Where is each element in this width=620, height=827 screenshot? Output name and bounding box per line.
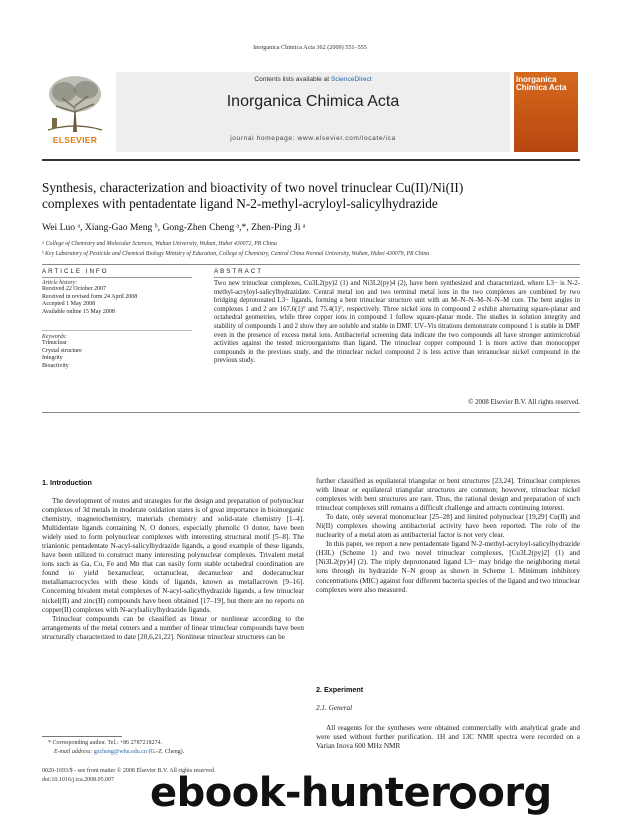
abstract-copyright: © 2008 Elsevier B.V. All rights reserved. xyxy=(468,399,580,406)
article-title: Synthesis, characterization and bioactivity of two novel trinuclear Cu(II)/Ni(II) complexes with pentadentate ligand N-2-methyl-acryloyl-salicylhydrazide xyxy=(42,180,464,211)
contents-line: Contents lists available at ScienceDirect xyxy=(254,76,372,83)
issn-line: 0020-1693/$ - see front matter © 2008 Elsevier B.V. All rights reserved. xyxy=(42,768,216,774)
email-note: E-mail address: gzcheng@whu.edu.cn (G.-Z. Cheng). xyxy=(54,749,185,755)
abstract-text: Two new trinuclear complexes, Cu3L2(py)2 (1) and Ni3L2(py)4 (2), have been synthesized and characterized, where L3− is N-2-methyl-acryloyl-salicylhydrazidate. Central metal ion and two terminal metal ions in the two complexes are combined by two bridging deprotonated L3− ligands, forming a bent trinuclear structure unit with an M–N–N–M–N–N–M core. The bent angles in complexes 1 and 2 are 167.6(1)° and 75.4(1)°, respectively. Three nickel ions in compound 2 exhibit alternating square-planar and octahedral geometries, while three copper ions in compound 1 follow square-planar mode. The studies in solution integrity and stability of compounds 1 and 2 show they are soluble and stable in DMF. UV–Vis titrations demonstrate compound 1 is stable in DMF even in the presence of excess metal ions. Antibacterial screening data indicate the two compounds all have stronger antimicrobial activities against the tested microorganisms than ligand. The trinuclear copper compound 1 is more active than monocopper compounds in the previous study, and the trinuclear nickel compound 2 is less active than tetranuclear nickel compound in the previous study. xyxy=(214,280,580,365)
experiment-heading: 2. Experiment xyxy=(316,685,364,694)
abstract-heading: ABSTRACT xyxy=(214,268,264,275)
keywords-block: Keywords: Trinuclear Crystal structure Integrity Bioactivity xyxy=(42,334,82,369)
article-history: Article history: Received 22 October 2007 Received in revised form 24 April 2008 Accepted 1 May 2008 Available online 15 May 2008 xyxy=(42,280,138,315)
general-body: All reagents for the syntheses were obtained commercially with analytical grade and were used without further purification. 1H and 13C NMR spectra were recorded on a Varian Inova 600 MHz NMR xyxy=(316,724,580,751)
article-info-heading: ARTICLE INFO xyxy=(42,268,109,275)
corresponding-author-note: * Corresponding author. Tel.: +86 2787218274. xyxy=(48,740,163,746)
journal-name: Inorganica Chimica Acta xyxy=(226,93,400,110)
right-column-body: further classified as equilateral triangular or bent structures [23,24]. Trinuclear complexes with linear or equilateral triangular structures are common; however, trinuclear nickel complexes with bent structures are rare. Thus, the rational design and preparation of such trinuclear complexes still remains a difficult challenge and attracts continuing interest. To date, only several mononuclear [25–28] and limited polynuclear [19,29] Cu(II) and Ni(II) complexes showing antibacterial activity have been reported. The role of the nuclearity of a metal atom as antibacterial factor is not very clear. In this paper, we report a new pentadentate ligand N-2-methyl-acryloyl-salicylhydrazide (H3L) (Scheme 1) and two novel trinuclear complexes, [Cu3L2(py)2] (1) and [Ni3L2(py)4] (2). The triply deprotonated ligand L3− may bridge the neighboring metal ions through its hydrazide N–N group as shown in Scheme 1. Minimum inhibitory concentrations (MIC) against four different bacteria species of the ligand and two trinuclear complexes were also measured. xyxy=(316,477,580,594)
ebook-hunter-watermark: ebook-hunter org xyxy=(150,770,552,816)
header-divider xyxy=(42,264,580,265)
watermark-dot-icon xyxy=(450,783,476,809)
running-header: Inorganica Chimica Acta 362 (2009) 551–555 xyxy=(253,44,367,51)
footnote-rule xyxy=(42,736,122,737)
author-list: Wei Luo ᵃ, Xiang-Gao Meng ᵇ, Gong-Zhen Cheng ᵃ,*, Zhen-Ping Ji ᵃ xyxy=(42,222,306,233)
doi-line[interactable]: doi:10.1016/j.ica.2008.05.007 xyxy=(42,777,115,783)
article-info-rule xyxy=(42,277,192,278)
abstract-rule xyxy=(214,277,580,278)
sciencedirect-link[interactable]: ScienceDirect xyxy=(330,76,372,83)
keywords-rule xyxy=(42,330,192,331)
email-link[interactable]: gzcheng@whu.edu.cn xyxy=(93,749,147,755)
journal-cover-title: Inorganica Chimica Acta xyxy=(516,75,567,92)
affiliation-a: ᵃ College of Chemistry and Molecular Sciences, Wuhan University, Wuhan, Hubei 430072, PR China xyxy=(42,241,277,247)
general-heading: 2.1. General xyxy=(316,704,353,712)
introduction-heading: 1. Introduction xyxy=(42,478,92,487)
abstract-divider xyxy=(42,412,580,413)
journal-homepage[interactable]: journal homepage: www.elsevier.com/locate/ica xyxy=(230,135,396,142)
introduction-body: The development of routes and strategies for the design and preparation of polynuclear complexes of 3d metals in moderate oxidation states is of great importance in bioinorganic chemistry, magnetochemistry, materials chemistry and solid-state chemistry [1–4]. Multidentate ligands containing N, O donors, especially phenolic O donor, have been widely used to form polynuclear complexes with interesting structural motif [5–8]. The trianionic pentadentate N-acyl-salicylhydrazide ligands, a good example of these ligands, have been utilized to construct many interesting polynuclear complexes. Trivalent metal ions such as Ga, Co, Fe and Mn that can easily form stable octahedral coordination are found to yield hexanuclear, octanuclear, decanuclear and dodecanuclear metallamacrocycles with these kinds of ligands, known as metallacrown [9–16]. Concerning bivalent metal complexes of N-acyl-salicylhydrazide ligands, a few trinuclear nickel(II) and zinc(II) compounds have been obtained [17–19], but there are no reports on copper(II) complexes with N-acylsalicylhydrazide ligands. Trinuclear compounds can be classified as linear or nonlinear according to the arrangements of the metal centers and a number of linear trinuclear compounds have been structurally characterized to date [20,6,21,22]. Nonlinear trinuclear structures can be xyxy=(42,497,304,641)
masthead-divider xyxy=(42,159,580,161)
elsevier-wordmark: ELSEVIER xyxy=(52,135,98,145)
affiliation-b: ᵇ Key Laboratory of Pesticide and Chemical Biology Ministry of Education, College of Chemistry, Central China Normal University, Wuhan, Hubei 430079, PR China xyxy=(42,251,430,257)
